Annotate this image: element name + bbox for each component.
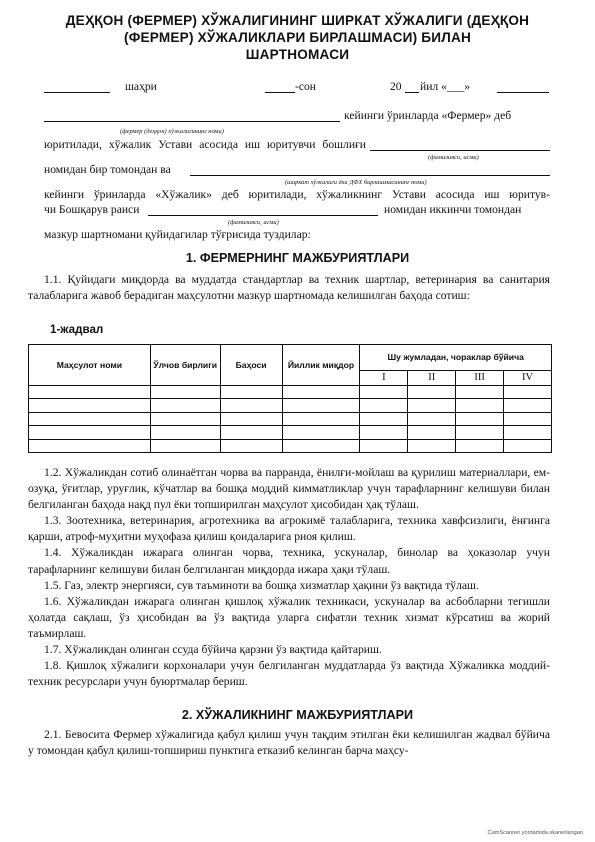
table-cell	[504, 399, 552, 412]
table-row	[29, 439, 552, 452]
table-cell	[29, 426, 151, 439]
table-cell	[408, 439, 456, 452]
title-line-3: ШАРТНОМАСИ	[245, 47, 350, 62]
table-cell	[29, 386, 151, 399]
item-1-2: 1.2. Хўжаликдан сотиб олинаётган чорва ва парранда, ёнилғи-мойлаш ва қурилиш материаллари, ем-озуқа, ўғитлар, уруғлик, кўчатлар ва бошқа моддий кимматликлар учун тарафларнинг келишуви билан белгиланган баҳода нақд пул ёки топширилган маҳсулот ҳисобидан ҳақ тўлаш.	[28, 466, 550, 512]
table-cell	[282, 386, 360, 399]
chairman-name-blank	[148, 215, 378, 216]
table-cell	[408, 412, 456, 425]
item-1-5: 1.5. Газ, электр энергияси, сув таъминоти ва бошқа хизматлар ҳақини ўз вақтида тўлаш.	[44, 578, 479, 592]
table-row	[29, 399, 552, 412]
table-cell	[360, 439, 408, 452]
chairman-name-note: (фамилияси, исми)	[228, 219, 279, 226]
city-label: шаҳри	[125, 80, 157, 93]
table-cell	[220, 412, 282, 425]
quarter-4-header: IV	[504, 370, 552, 385]
date-label: йил «___»	[420, 80, 471, 93]
table-cell	[456, 426, 504, 439]
number-label: -сон	[295, 80, 317, 93]
intro-line-2: юритилади, хўжалик Устави асосида иш юритувчи бошлиғи	[44, 138, 366, 151]
year-prefix: 20	[390, 80, 402, 93]
section-1-intro	[28, 272, 550, 304]
table-cell	[150, 412, 220, 425]
table-cell	[150, 439, 220, 452]
table-cell	[150, 426, 220, 439]
table-cell	[360, 412, 408, 425]
city-blank	[44, 92, 110, 93]
table-label: 1-жадвал	[50, 323, 104, 336]
table-cell	[504, 386, 552, 399]
table-cell	[282, 412, 360, 425]
table-body	[29, 386, 552, 453]
chief-name-blank	[370, 150, 550, 151]
item-1-6: 1.6. Хўжаликдан ижарага олинган қишлоқ хўжалик техникаси, ускуналар ва асбобларни тегишли ҳолатда сақлаш, ўз ҳисобидан ва ўз вақтида уларга сифатли техник хизмат кўрсатиш ва жорий таъмирлаш.	[28, 594, 550, 640]
farmer-name-note: (фермер (деҳқон) хўжалигининг номи)	[120, 128, 224, 135]
shirkat-name-note: (ширкат хўжалиги ёки ДФХ бирлашмасининг номи)	[285, 179, 427, 186]
table-cell	[29, 399, 151, 412]
intro-line-4: кейинги ўринларда «Хўжалик» деб юритилади, хўжаликнинг Устави асосида иш юритув-	[44, 188, 550, 201]
table-cell	[360, 386, 408, 399]
col-annual-header: Йиллик миқдор	[282, 345, 360, 386]
table-cell	[220, 399, 282, 412]
quarter-3-header: III	[456, 370, 504, 385]
intro-line-5-tail: номидан иккинчи томондан	[384, 203, 522, 216]
section-1-title: 1. ФЕРМЕРНИНГ МАЖБУРИЯТЛАРИ	[185, 251, 410, 265]
col-product-header: Маҳсулот номи	[29, 345, 151, 386]
number-blank	[265, 92, 295, 93]
table-cell	[29, 439, 151, 452]
section-2-body	[28, 727, 550, 759]
col-price-header: Баҳоси	[220, 345, 282, 386]
table-cell	[408, 426, 456, 439]
table-cell	[504, 439, 552, 452]
shirkat-name-blank	[190, 175, 550, 176]
item-1-7: 1.7. Хўжаликдан олинган ссуда бўйича қарзни ўз вақтида қайтариш.	[44, 643, 382, 657]
title-line-2: (ФЕРМЕР) ХЎЖАЛИКЛАРИ БИРЛАШМАСИ) БИЛАН	[124, 30, 471, 45]
table-row	[29, 412, 552, 425]
scanner-watermark: CamScanner yordamida skanerlangan	[487, 830, 583, 836]
quarter-1-header: I	[360, 370, 408, 385]
item-2-1: 2.1. Бевосита Фермер хўжалигида қабул қилиш учун тақдим этилган ёки келишилган жадвал бўйича у томондан қабул қилиш-топшириш пунктига етказиб келинган барча маҳсу-	[28, 728, 550, 758]
intro-line-6: мазкур шартномани қуйидагилар тўғрисида туздилар:	[44, 228, 311, 241]
year-blank	[405, 92, 419, 93]
intro-line-1-tail: кейинги ўринларда «Фермер» деб	[344, 109, 512, 122]
table-cell	[282, 399, 360, 412]
section-1-items	[28, 465, 550, 690]
section-2-title: 2. ХЎЖАЛИКНИНГ МАЖБУРИЯТЛАРИ	[181, 708, 414, 722]
table-cell	[408, 386, 456, 399]
table-row	[29, 386, 552, 399]
table-cell	[29, 412, 151, 425]
table-cell	[220, 426, 282, 439]
table-row	[29, 426, 552, 439]
title-line-1: ДЕҲҚОН (ФЕРМЕР) ХЎЖАЛИГИНИНГ ШИРКАТ ХЎЖАЛИГИ (ДЕҲҚОН	[65, 13, 530, 28]
table-cell	[282, 439, 360, 452]
document-title	[20, 12, 575, 63]
table-cell	[150, 386, 220, 399]
table-cell	[504, 412, 552, 425]
table-cell	[282, 426, 360, 439]
col-quarters-header: Шу жумладан, чораклар бўйича	[360, 345, 552, 371]
table-cell	[360, 426, 408, 439]
sales-table	[28, 344, 552, 453]
farmer-name-blank	[44, 121, 340, 122]
col-unit-header: Ўлчов бирлиги	[150, 345, 220, 386]
table-cell	[220, 439, 282, 452]
table-cell	[504, 426, 552, 439]
table-cell	[150, 399, 220, 412]
item-1-1: 1.1. Қуйидаги миқдорда ва муддатда стандартлар ва техник шартлар, ветеринария ва санитария талабларига жавоб берадиган маҳсулотни мазкур шартномада келишилган баҳода сотиш:	[28, 273, 550, 303]
table-cell	[456, 386, 504, 399]
quarter-2-header: II	[408, 370, 456, 385]
table-cell	[360, 399, 408, 412]
table-cell	[456, 412, 504, 425]
intro-line-3-head: номидан бир томондан ва	[44, 163, 171, 176]
item-1-3: 1.3. Зоотехника, ветеринария, агротехника ва агрокимё талабларига, техника хавфсизлиги, ёнғинга қарши, атроф-муҳитни муҳофаза қилиш қоидаларига риоя қилиш.	[28, 514, 550, 544]
intro-line-5-head: чи Бошқарув раиси	[44, 203, 140, 216]
table-cell	[220, 386, 282, 399]
table-cell	[408, 399, 456, 412]
month-blank	[497, 92, 549, 93]
item-1-4: 1.4. Хўжаликдан ижарага олинган чорва, техника, ускуналар, бинолар ва ҳоказолар учун тарафларнинг келишуви билан белгиланган миқдорда ижара ҳақи тўлаш.	[28, 546, 550, 576]
item-1-8: 1.8. Қишлоқ хўжалиги корхоналари учун белгиланган муддатларда ўз вақтида Хўжаликка моддий-техник ресурслари учун буюртмалар бериш.	[28, 659, 550, 689]
table-cell	[456, 439, 504, 452]
chief-name-note: (фамилияси, исми)	[428, 154, 479, 161]
table-cell	[456, 399, 504, 412]
